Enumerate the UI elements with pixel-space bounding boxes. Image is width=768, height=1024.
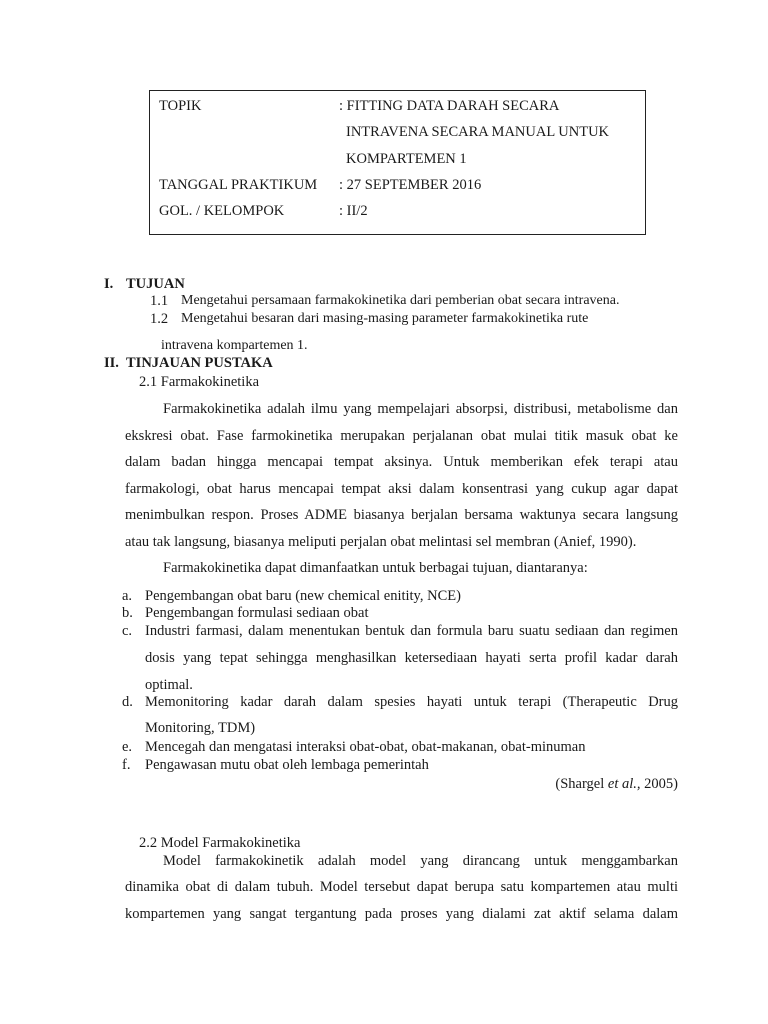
para2-intro: Farmakokinetika dapat dimanfaatkan untuk berbagai tujuan, diantaranya: <box>163 560 588 576</box>
para3-line-1: Model farmakokinetik adalah model yang dirancang untuk menggambarkan <box>163 853 678 869</box>
subsection-2-2-heading: 2.2 Model Farmakokinetika <box>139 835 301 851</box>
gol-label: GOL. / KELOMPOK <box>159 203 285 219</box>
list-marker-a: a. <box>122 588 133 604</box>
list-marker-c: c. <box>122 623 133 639</box>
para1-line-5: menimbulkan respon. Proses ADME biasanya berjalan bersama waktunya secara langsung <box>125 507 678 523</box>
citation <box>555 775 678 793</box>
list-item-c-line-2: dosis yang tepat sehingga menghasilkan ketersediaan hayati serta profil kadar darah <box>145 650 678 666</box>
para1-line-2: ekskresi obat. Fase farmokinetika merupakan perjalanan obat mulai titik masuk obat ke <box>125 428 678 444</box>
gol-value: : II/2 <box>339 203 368 219</box>
para3-line-3: kompartemen yang sangat tergantung pada proses yang dialami zat aktif selama dalam <box>125 906 678 922</box>
topik-value-line-2: INTRAVENA SECARA MANUAL UNTUK <box>346 124 610 140</box>
topik-value-line-3: KOMPARTEMEN 1 <box>346 151 467 167</box>
tanggal-label: TANGGAL PRAKTIKUM <box>159 177 318 193</box>
tujuan-item-1-text: Mengetahui persamaan farmakokinetika dari pemberian obat secara intravena. <box>181 293 620 308</box>
para3-line-2: dinamika obat di dalam tubuh. Model tersebut dapat berupa satu kompartemen atau multi <box>125 879 678 895</box>
tujuan-item-2-text: Mengetahui besaran dari masing-masing parameter farmakokinetika rute <box>181 311 589 326</box>
tujuan-item-1-number: 1.1 <box>150 293 169 309</box>
topik-value-line-1: : FITTING DATA DARAH SECARA <box>339 98 560 114</box>
list-item-e: Mencegah dan mengatasi interaksi obat-obat, obat-makanan, obat-minuman <box>145 739 586 755</box>
para1-line-1: Farmakokinetika adalah ilmu yang mempelajari absorpsi, distribusi, metabolisme dan <box>163 401 678 417</box>
citation-author: (Shargel <box>555 776 608 792</box>
para1-line-4: farmakologi, obat harus mencapai tempat aksi dalam konsentrasi yang cukup agar dapat <box>125 481 678 497</box>
list-item-b: Pengembangan formulasi sediaan obat <box>145 605 369 621</box>
tanggal-value: : 27 SEPTEMBER 2016 <box>339 177 482 193</box>
list-item-d-line-2: Monitoring, TDM) <box>145 720 256 736</box>
section-1-number: I. <box>104 276 114 292</box>
section-2-number: II. <box>104 355 119 371</box>
para1-line-3: dalam badan hingga mencapai tempat aksinya. Untuk memberikan efek terapi atau <box>125 454 678 470</box>
list-marker-b: b. <box>122 605 133 621</box>
list-item-d-line-1: Memonitoring kadar darah dalam spesies hayati untuk terapi (Therapeutic Drug <box>145 694 678 710</box>
section-2-title: TINJAUAN PUSTAKA <box>126 355 273 371</box>
section-1-title: TUJUAN <box>126 276 185 292</box>
tujuan-item-2-number: 1.2 <box>150 311 169 327</box>
list-marker-e: e. <box>122 739 133 755</box>
list-item-f: Pengawasan mutu obat oleh lembaga pemerintah <box>145 757 429 773</box>
citation-year: 2005) <box>640 776 678 792</box>
list-item-a: Pengembangan obat baru (new chemical enitity, NCE) <box>145 588 461 604</box>
subsection-2-1-heading: 2.1 Farmakokinetika <box>139 374 260 390</box>
header-info-box <box>149 90 646 235</box>
topik-label: TOPIK <box>159 98 202 114</box>
list-item-c-line-1: Industri farmasi, dalam menentukan bentuk dan formula baru suatu sediaan dan regimen <box>145 623 678 639</box>
citation-etal: et al., <box>607 776 641 792</box>
list-marker-d: d. <box>122 694 133 710</box>
list-item-c-line-3: optimal. <box>145 677 193 693</box>
para1-line-6: atau tak langsung, biasanya meliputi perjalan obat melintasi sel membran (Anief, 1990). <box>125 534 637 550</box>
list-marker-f: f. <box>122 757 131 773</box>
tujuan-item-2-continuation: intravena kompartemen 1. <box>161 338 308 353</box>
